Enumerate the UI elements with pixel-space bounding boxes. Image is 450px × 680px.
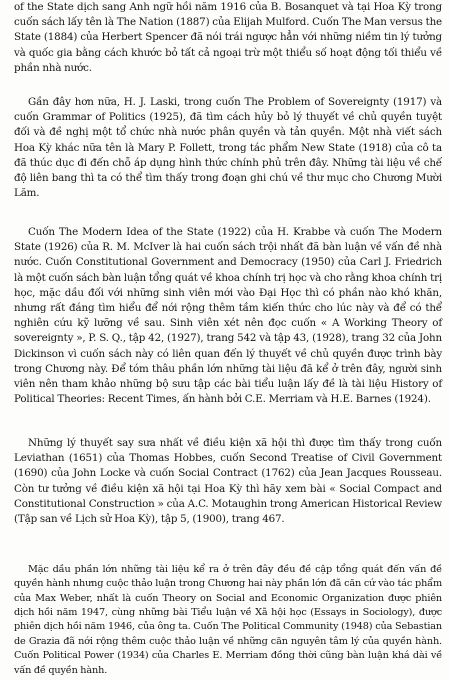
- paragraph-2: Gần đây hơn nữa, H. J. Laski, trong cuốn The Problem of Sovereignty (1917) và cuốn Grammar of Politics (1925), đã tìm cách hủy bỏ lý thuyết về chủ quyền tuyệt đối và đề nghị một tổ chức nhà nước phân quyền và tản quyền. Một nhà viết sách Hoa Kỳ khác nữa tên là Mary P. Follett, trong tác phẩm New State (1918) của cô ta đã thúc dục đi đến chỗ áp dụng hình thức chính phủ trên đây. Những tài liệu về chế độ liên bang thì ta có thể tìm thấy trong đoạn ghi chú về thư mục cho Chương Mười Lăm.: [14, 96, 442, 200]
- paragraph-4: Những lý thuyết say sưa nhất về điều kiện xã hội thì được tìm thấy trong cuốn Leviathan (1651) của Thomas Hobbes, cuốn Second Treatise of Civil Government (1690) của John Locke và cuốn Social Contract (1762) của Jean Jacques Rousseau. Còn tư tưởng về điều kiện xã hội tại Hoa Kỳ thì hãy xem bài « Social Compact and Constitutional Construction » của A.C. Motaughin trong American Historical Review (Tập san về Lịch sử Hoa Kỳ), tập 5, (1900), trang 467.: [14, 437, 442, 526]
- paragraph-1: of the State dịch sang Anh ngữ hồi năm 1916 của B. Bosanquet và tại Hoa Kỳ trong cuốn sách lấy tên là The Nation (1887) của Elijah Mulford. Cuốn The Man versus the State (1884) của Herbert Spencer đã nói trái ngược hẳn với những niềm tin lý tưởng và quốc gia bằng cách khước bỏ tất cả ngoại trừ một thiểu số hoạt động tối thiểu về phần nhà nước.: [14, 1, 442, 74]
- paragraph-5: Mặc dầu phần lớn những tài liệu kể ra ở trên đây đều đề cập tổng quát đến vấn đề quyền hành nhưng cuộc thảo luận trong Chương hai này phần lớn đã căn cứ vào tác phẩm của Max Weber, nhất là cuốn Theory on Social and Economic Organization được phiên dịch hồi năm 1947, cùng những bài Tiểu luận về Xã hội học (Essays in Sociology), được phiên dịch hồi năm 1946, của ông ta. Cuốn The Political Community (1948) của Sebastian de Grazia đã nới rộng thêm cuộc thảo luận về những căn nguyên tâm lý của quyền hành. Cuốn Political Power (1934) của Charles E. Merriam đồng thời cũng bàn luận khá dài về vấn đề quyền hành.: [14, 564, 442, 676]
- paragraph-3: Cuốn The Modern Idea of the State (1922) của H. Krabbe và cuốn The Modern State (1926) của R. M. McIver là hai cuốn sách trội nhất đã bàn luận về vấn đề nhà nước. Cuốn Constitutional Government and Democracy (1950) của Carl J. Friedrich là một cuốn sách bàn luận tổng quát về khoa chính trị học và cho rằng khoa chính trị học, mặc dầu đối với những sinh viên mới vào Đại Học thì có phần nào khó khăn, nhưng rất đáng tìm hiểu để nới rộng thêm tầm kiến thức cho lúc này và để có thể nghiên cứu kỹ lưỡng về sau. Sinh viên xét nên đọc cuốn « A Working Theory of sovereignty », P. S. Q., tập 42, (1927), trang 542 và tập 43, (1928), trang 32 của John Dickinson vì cuốn sách này có liên quan đến lý thuyết về chủ quyền được trình bày trong Chương này. Để tóm thâu phần lớn những tài liệu đã kể ở trên đây, người sinh viên nên tham khảo những bộ sưu tập các bài tiểu luận lấy đề là tài liệu History of Political Theories: Recent Times, ấn hành bởi C.E. Merriam và H.E. Barnes (1924).: [14, 226, 442, 406]
